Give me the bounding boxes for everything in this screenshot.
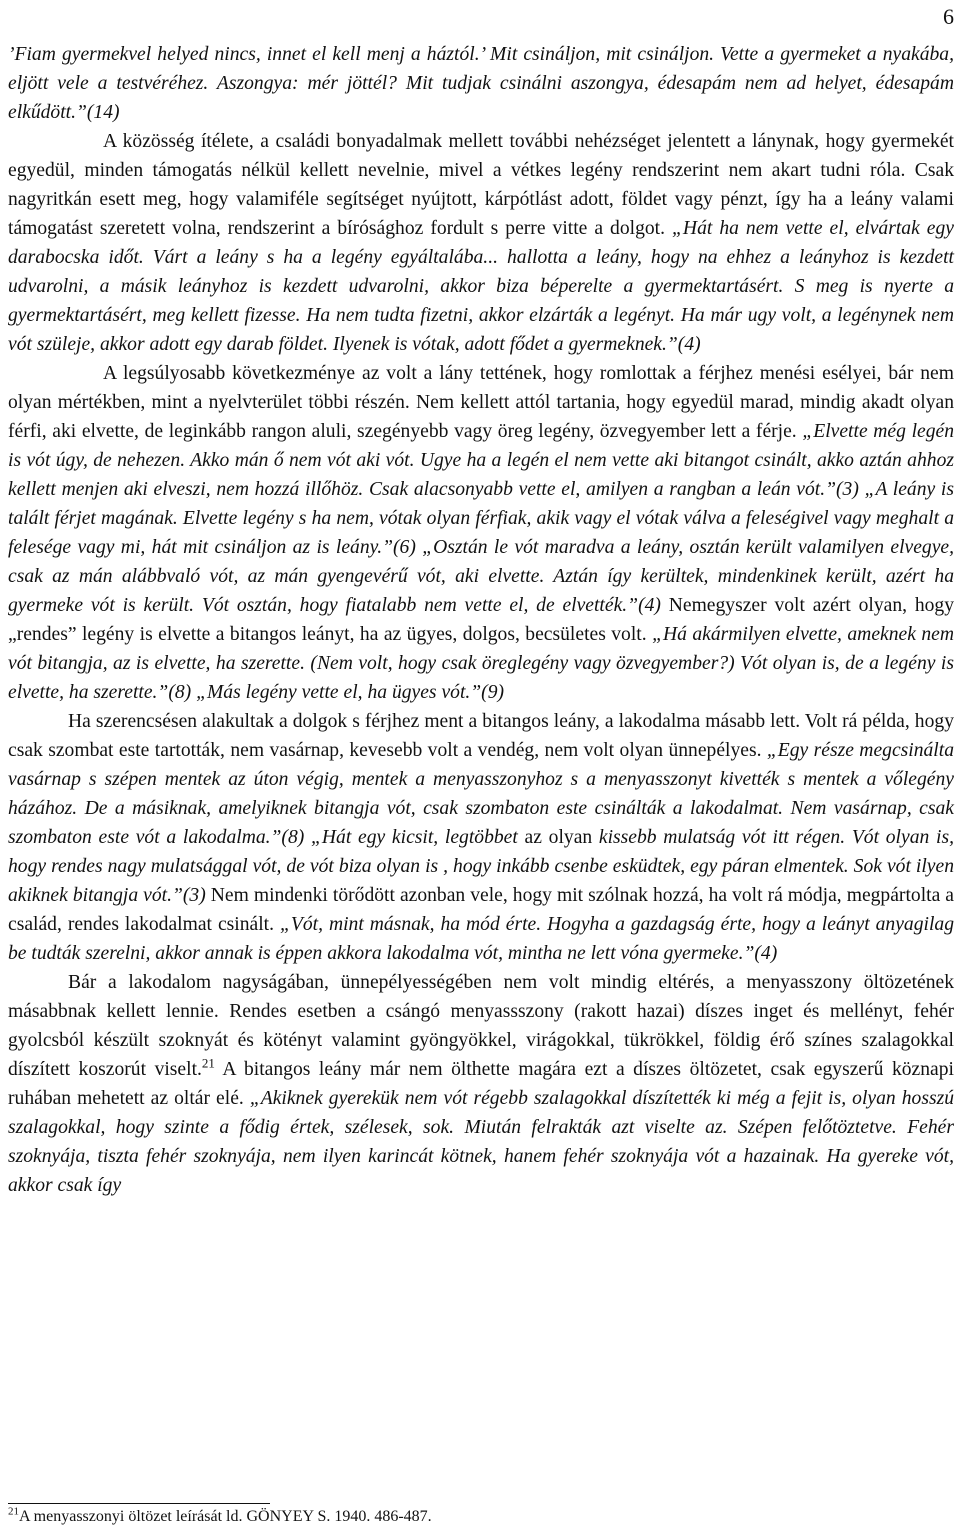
paragraph	[8, 127, 954, 359]
quotation: „Há akármilyen elvette, ameknek nem vót bitangja, az is elvette, ha szerette. (Nem volt, hogy csak öreglegény vagy özvegyember?) Vót olyan is, de a legény is elvette, ha szerette.”(8) „Más legény vette el, ha ügyes vót.”(9)	[8, 624, 954, 703]
page-number: 6	[943, 4, 954, 29]
footnote-reference: 21	[201, 1055, 215, 1071]
body-text	[8, 40, 954, 1200]
paragraph	[8, 968, 954, 1200]
prose: Ha szerencsésen alakultak a dolgok s férjhez ment a bitangos leány, a lakodalma másabb lett. Volt rá példa, hogy csak szombat este tartották, nem vasárnap, kevesebb volt a vendég, nem volt olyan ünnepélyes.	[8, 711, 954, 761]
prose: Nemegyszer volt azért olyan, hogy „rendes” legény is elvette a bitangos leányt, ha az ügyes, dolgos, becsületes volt.	[8, 595, 955, 645]
quotation: „Egy része megcsinálta vasárnap s szépen mentek az úton végig, mentek a menyasszonyhoz s a menyasszonyt kivették s mentek a vőlegény házához. De a másiknak, amelyiknek bitangja vót, csak szombaton este csinálták a lakodalmat. Nem vasárnap, csak szombaton este vót a lakodalma.”(8) „Hát egy kicsit, legtöbbet	[8, 740, 954, 848]
prose: A bitangos leány már nem ölthette magára ezt a díszes öltözetet, csak egyszerű köznapi ruhában mehetett az oltár elé.	[8, 1059, 954, 1109]
quotation: „Elvette még legén is vót úgy, de nehezen. Akko mán ő nem vót aki vót. Ugye ha a legén el nem vette aki bitangot csinált, akko aztán ahhoz kellett menjen aki elveszi, nem hozzá illőhöz. Csak alacsonyabb vette el, amilyen a rangban a leán vót.”(3) „A leány is talált férjet magának. Elvette legény s ha nem, vótak olyan férfiak, akik vagy el vótak válva a feleségivel vagy meghalt a felesége vagy mi, hát mit csináljon az is leány.”(6) „Osztán le vót maradva a leány, osztán került valamilyen elvegye, csak az mán alábbvaló vót, az mán gyengevérű vót, aki elvette. Aztán így kerültek, mindenkinek került, azért ha gyermeke vót is került. Vót osztán, hogy fiatalabb nem vette el, de elvették.”(4)	[8, 421, 954, 616]
quotation: „Akiknek gyerekük nem vót régebb szalagokkal díszítették ki még a fejit is, olyan hosszú szalagokkal, hogy szinte a fődig értek, szélesek, sok. Miután felrakták azt viselte az. Szépen felőtöztetve. Fehér szoknyája, tiszta fehér szoknyája, nem ilyen karincát kötnek, hanem fehér szoknyája vót a hazainak. Ha gyereke vót, akkor csak így	[8, 1088, 954, 1196]
footnote	[8, 1505, 432, 1529]
prose: Bár a lakodalom nagyságában, ünnepélyességében nem volt mindig eltérés, a menyasszony öltözetének másabbnak kellett lennie. Rendes esetben a csángó menyassszony (rakott hazai) díszes inget és mellényt, fehér gyolcsból készült szoknyát és kötényt valamint gyöngyökkel, virágokkal, tükrökkel, földig érő színes szalagokkal díszített koszorút viselt.	[8, 972, 954, 1080]
quotation: „Vót, mint másnak, ha mód érte. Hogyha a gazdagság érte, hogy a leányt anyagilag be tudták szerelni, akkor annak is éppen akkora lakodalma vót, mintha ne lett vóna gyermeke.”(4)	[8, 914, 954, 964]
prose: az olyan	[517, 827, 599, 848]
paragraph	[8, 359, 954, 707]
prose: Nem mindenki törődött azonban vele, hogy mit szólnak hozzá, ha volt rá módja, megpártolta a család, rendes lakodalmat csinált.	[8, 885, 954, 935]
footnote-divider	[8, 1503, 270, 1504]
quotation: „Hát ha nem vette el, elvártak egy darabocska időt. Várt a leány s ha a legény egyáltalába... hallotta a leány, hogy na ehhez a leányhoz is kezdett udvarolni, a másik leányhoz is kezdett udvarolni, akkor biza béperelte a gyermektartásért. S meg is nyerte a gyermektartásért, meg kellett fizesse. Ha nem tudta fizetni, akkor elzárták a legényt. Ha már ugy volt, a legénynek nem vót szüleje, akkor adott egy darab földet. Ilyenek is vótak, adott fődet a gyermeknek.”(4)	[8, 218, 954, 355]
footnote-text: A menyasszonyi öltözet leírását ld. GÖNYEY S. 1940. 486-487.	[19, 1508, 432, 1525]
footnote-marker: 21	[8, 1505, 19, 1518]
paragraph	[8, 40, 954, 127]
prose: A legsúlyosabb következménye az volt a lány tettének, hogy romlottak a férjhez menési esélyei, bár nem olyan mértékben, mint a nyelvterület többi részén. Nem kellett attól tartania, hogy egyedül marad, mindig akadt olyan férfi, aki elvette, de leginkább rangon aluli, szegényebb vagy öreg legény, özvegyember lett a férje.	[8, 363, 954, 442]
quotation: kissebb mulatság vót itt régen. Vót olyan is, hogy rendes nagy mulatsággal vót, de vót biza olyan is , hogy inkább csenbe esküdtek, egy páran elmentek. Sok vót ilyen akiknek bitangja vót.”(3)	[8, 827, 954, 906]
quotation: ’Fiam gyermekvel helyed nincs, innet el kell menj a háztól.’ Mit csináljon, mit csináljon. Vette a gyermeket a nyakába, eljött vele a testvéréhez. Aszongya: mér jöttél? Mit tudjak csinálni aszongya, édesapám nem ad helyet, édesapám elkűdött.”(14)	[8, 44, 954, 123]
paragraph	[8, 707, 954, 968]
prose: A közösség ítélete, a családi bonyadalmak mellett további nehézséget jelentett a lánynak, hogy gyermekét egyedül, minden támogatás nélkül kellett nevelnie, mivel a vétkes legény rendszerint nem akart tudni róla. Csak nagyritkán esett meg, hogy valamiféle segítséget nyújtott, kárpótlást adott, földet vagy pénzt, így ha a leány valami támogatást szeretett volna, rendszerint a bírósághoz fordult s perre vitte a dolgot.	[8, 131, 954, 239]
